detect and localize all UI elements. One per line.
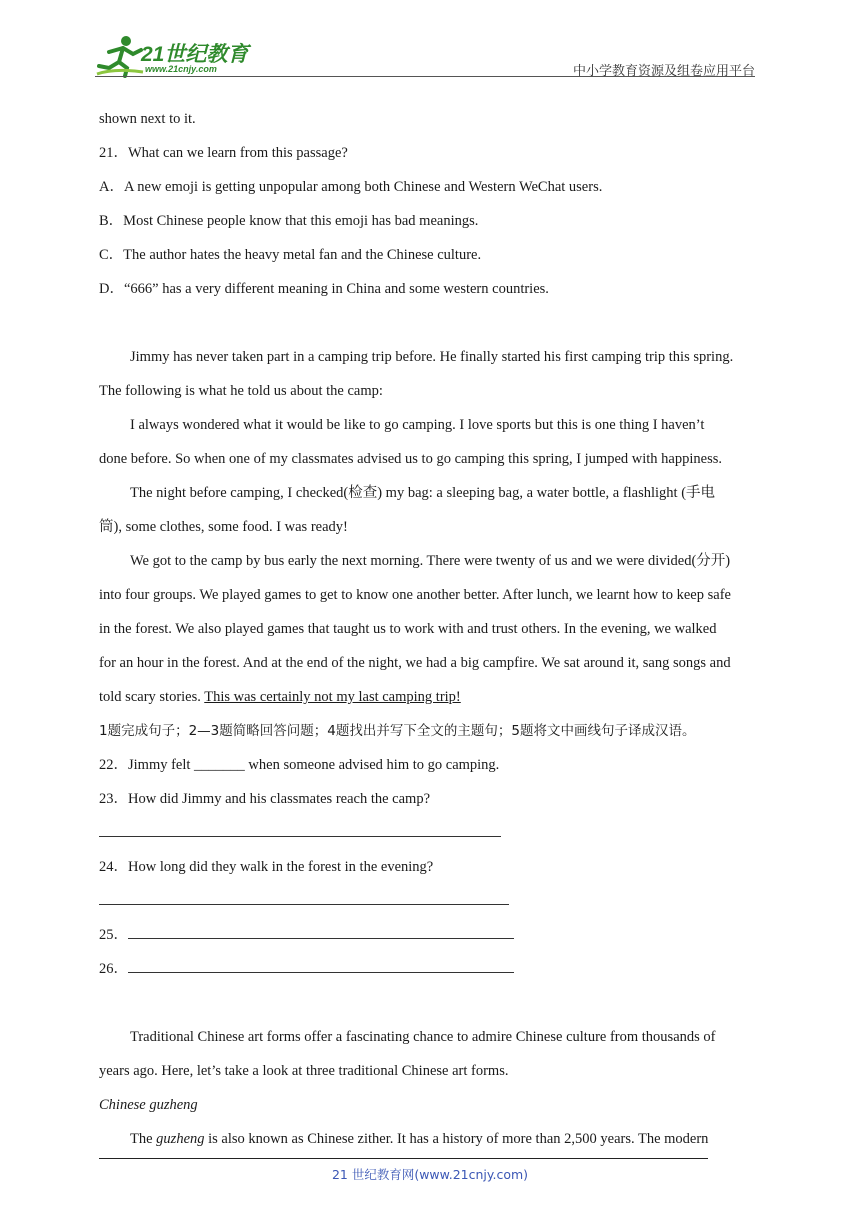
question-26 bbox=[99, 952, 769, 986]
question-number: 25． bbox=[99, 927, 128, 943]
passage-line: done before. So when one of my classmates advised us to go camping this spring, I jumped with happiness. bbox=[99, 451, 722, 467]
question-number: 26． bbox=[99, 961, 128, 977]
passage-line: 筒), some clothes, some food. I was ready! bbox=[99, 519, 348, 535]
question-25 bbox=[99, 918, 769, 952]
answer-line-23[interactable] bbox=[99, 816, 769, 850]
site-logo bbox=[95, 34, 265, 78]
page-header bbox=[95, 34, 755, 78]
question-21: 21．What can we learn from this passage? bbox=[99, 145, 348, 161]
platform-name: 中小学教育资源及组卷应用平台 bbox=[572, 64, 755, 79]
passage-text: The bbox=[130, 1131, 157, 1147]
section-subheading: Chinese guzheng bbox=[99, 1097, 198, 1113]
answer-blank[interactable] bbox=[99, 822, 501, 837]
instructions: 1题完成句子；2—3题简略回答问题；4题找出并写下全文的主题句；5题将文中画线句子译成汉语。 bbox=[99, 723, 696, 739]
passage-text: is also known as Chinese zither. It has a history of more than 2,500 years. The modern bbox=[204, 1131, 709, 1147]
passage-line: years ago. Here, let’s take a look at three traditional Chinese art forms. bbox=[99, 1063, 509, 1079]
answer-line-24[interactable] bbox=[99, 884, 769, 918]
option-b: B．Most Chinese people know that this emoji has bad meanings. bbox=[99, 213, 479, 229]
underlined-sentence: This was certainly not my last camping trip! bbox=[204, 689, 461, 705]
option-a: A．A new emoji is getting unpopular among both Chinese and Western WeChat users. bbox=[99, 179, 603, 195]
logo-text: 21世纪教育 bbox=[141, 43, 249, 66]
passage-line: Traditional Chinese art forms offer a fascinating chance to admire Chinese culture from thousands of bbox=[130, 1029, 716, 1045]
passage-line: for an hour in the forest. And at the end of the night, we had a big campfire. We sat around it, sang songs and bbox=[99, 655, 731, 671]
passage-text: told scary stories. bbox=[99, 689, 205, 705]
question-22: 22．Jimmy felt _______ when someone advised him to go camping. bbox=[99, 757, 500, 773]
paragraph-gap bbox=[99, 986, 769, 1020]
question-24: 24．How long did they walk in the forest in the evening? bbox=[99, 859, 434, 875]
text-line: shown next to it. bbox=[99, 111, 196, 127]
answer-blank[interactable] bbox=[128, 958, 514, 973]
page-footer[interactable]: 21 世纪教育网(www.21cnjy.com) bbox=[331, 1167, 529, 1182]
runner-logo-icon bbox=[95, 34, 145, 78]
option-d: D．“666” has a very different meaning in China and some western countries. bbox=[99, 281, 549, 297]
answer-blank[interactable] bbox=[128, 924, 514, 939]
header-divider bbox=[95, 76, 755, 77]
answer-blank[interactable] bbox=[99, 890, 509, 905]
passage-line bbox=[99, 680, 769, 714]
passage-line: I always wondered what it would be like to go camping. I love sports but this is one thing I haven’t bbox=[130, 417, 705, 433]
document-body bbox=[99, 102, 769, 1156]
passage-line: Jimmy has never taken part in a camping trip before. He finally started his first camping trip this spring. bbox=[130, 349, 734, 365]
passage-line: The following is what he told us about the camp: bbox=[99, 383, 383, 399]
passage-line: We got to the camp by bus early the next morning. There were twenty of us and we were divided(分开) bbox=[130, 553, 731, 569]
logo-url: www.21cnjy.com bbox=[145, 64, 217, 74]
passage-line: into four groups. We played games to get to know one another better. After lunch, we learnt how to keep safe bbox=[99, 587, 731, 603]
italic-term: guzheng bbox=[156, 1131, 205, 1147]
passage-line: The night before camping, I checked(检查) my bag: a sleeping bag, a water bottle, a flashlight (手电 bbox=[130, 485, 716, 501]
passage-line bbox=[99, 1122, 769, 1156]
paragraph-gap bbox=[99, 306, 769, 340]
passage-line: in the forest. We also played games that taught us to work with and trust others. In the evening, we walked bbox=[99, 621, 717, 637]
footer-divider bbox=[99, 1158, 708, 1159]
option-c: C．The author hates the heavy metal fan and the Chinese culture. bbox=[99, 247, 482, 263]
question-23: 23．How did Jimmy and his classmates reach the camp? bbox=[99, 791, 431, 807]
